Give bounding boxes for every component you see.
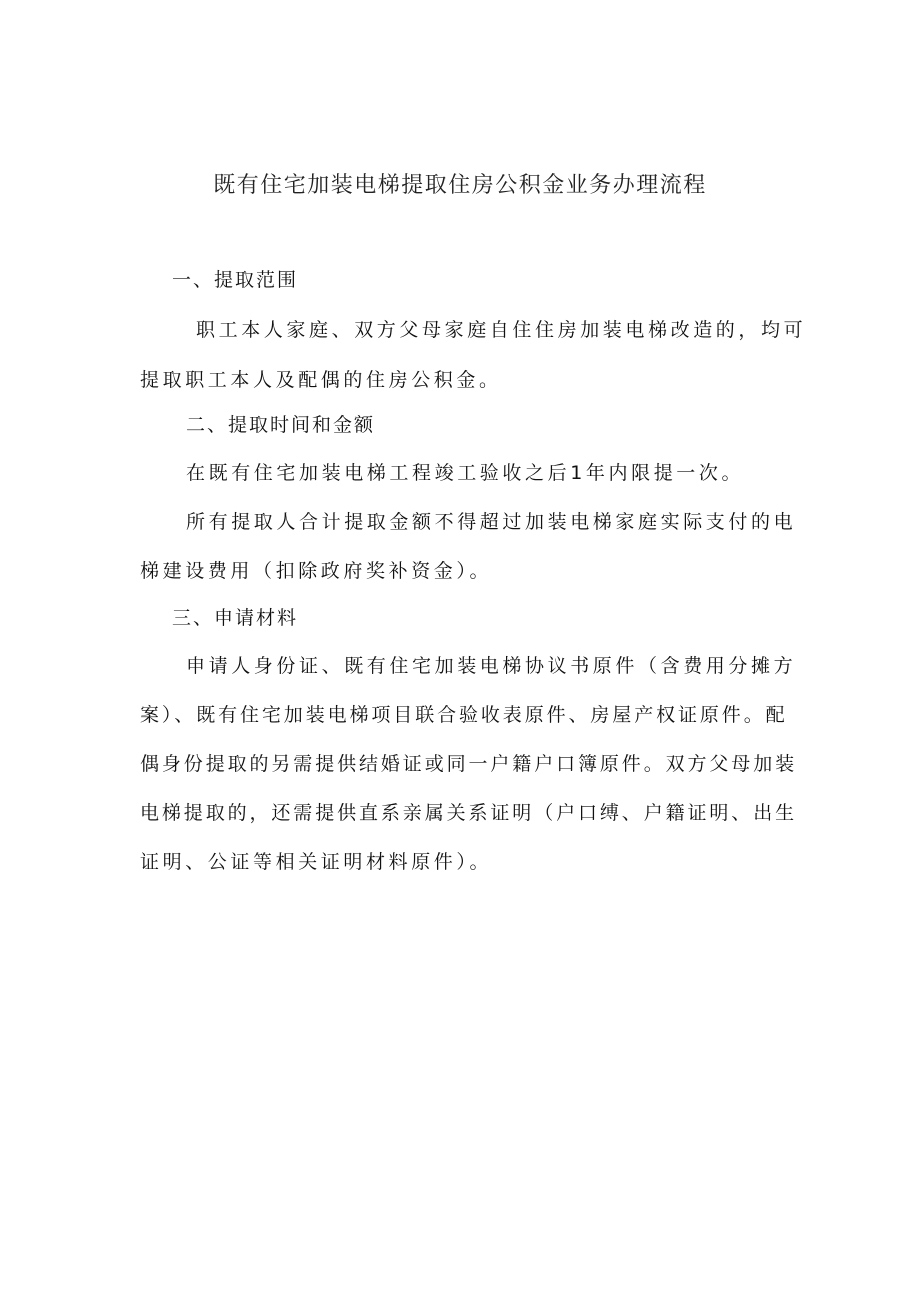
time-amount-text-2-line-2: 梯建设费用（扣除政府奖补资金）。 xyxy=(140,560,493,582)
section-heading-materials: 三、申请材料 xyxy=(172,607,299,629)
scope-text-line-1: 职工本人家庭、双方父母家庭自住住房加装电梯改造的，均可 xyxy=(196,319,807,341)
section-heading-scope: 一、提取范围 xyxy=(172,269,299,291)
materials-text-line-1: 申请人身份证、既有住宅加装电梯协议书原件（含费用分摊方 xyxy=(186,655,797,677)
scope-text-line-2: 提取职工本人及配偶的住房公积金。 xyxy=(140,369,502,391)
time-amount-text-2-line-1: 所有提取人合计提取金额不得超过加装电梯家庭实际支付的电 xyxy=(186,511,797,533)
materials-text-line-4: 电梯提取的，还需提供直系亲属关系证明（户口缚、户籍证明、出生 xyxy=(140,802,798,824)
materials-text-line-3: 偶身份提取的另需提供结婚证或同一户籍户口簿原件。双方父母加装 xyxy=(140,753,798,775)
materials-text-line-5: 证明、公证等相关证明材料原件）。 xyxy=(140,851,493,873)
section-heading-time-amount: 二、提取时间和金额 xyxy=(186,414,376,436)
time-amount-text-1: 在既有住宅加装电梯工程竣工验收之后1年内限提一次。 xyxy=(186,462,745,484)
materials-text-line-2: 案）、既有住宅加装电梯项目联合验收表原件、房屋产权证原件。配 xyxy=(140,704,788,726)
document-title: 既有住宅加装电梯提取住房公积金业务办理流程 xyxy=(213,173,707,198)
